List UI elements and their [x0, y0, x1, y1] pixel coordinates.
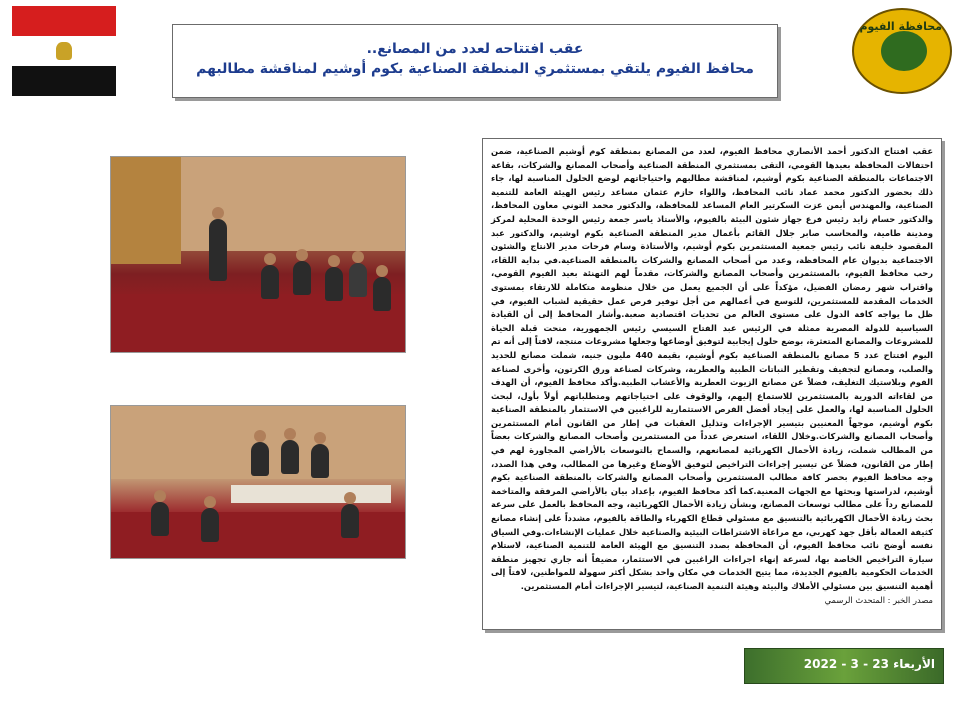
article-source: مصدر الخبر : المتحدث الرسمي [824, 594, 933, 605]
article-body: عقب افتتاح الدكتور أحمد الأنصاري محافظ الفيوم، لعدد من المصانع بمنطقة كوم أوشيم الصناعية، ضمن احتفالات المحافظة بعيدها القومي، التقى بمستثمري المنطقة الصناعية وأصحاب المصانع والشركات، بقاعة الاجتماعات بالمنطقة الصناعية بكوم أوشيم، لمناقشة مطالبهم واحتياجاتهم لوضع الحلول المناسبة لها، جاء ذلك بحضور الدكتور محمد عماد نائب المحافظ، واللواء حازم عثمان مساعد رئيس الهيئة العامة للتنمية الصناعية، والمهندس أيمن عزت السكرتير العام المساعد للمحافظة، والدكتور محمد التوني معاون المحافظ، والدكتور حسام زايد رئيس فرع جهاز شئون البيئة بالفيوم، والأستاذ ياسر جمعة رئيس الوحدة المحلية لمركز ومدينة طامية، والمحاسب صابر جلال القائم بأعمال مدير المنطقة الصناعية بكوم اوشيم، والدكتور عبد المقصود خليفة نائب رئيس جمعية المستثمرين بكوم أوشيم، والأستاذة وسام فرحات مدير الانتاج والشئون الاجتماعية بديوان عام المحافظة، وعدد من أصحاب المصانع والشركات بالمنطقة الصناعية.في بداية اللقاء، رحب محافظ الفيوم، بالمستثمرين وأصحاب المصانع والشركات، مقدماً لهم التهنئة بعيد الفيوم القومي، واقتراب شهر رمضان الفضيل، مؤكداً على أن الجميع يعمل من خلال منظومة متكاملة للارتقاء بمستوى الخدمات المقدمة للمستثمرين، للتوسع في أعمالهم من أجل توفير فرص عمل حقيقية لشباب الفيوم، في ظل ما يواجه كافة الدول على مستوى العالم من تحديات اقتصادية صعبة.وأشار المحافظ إلى أن القيادة السياسية للدولة المصرية ممثلة في الرئيس عبد الفتاح السيسي رئيس الجمهورية، منحت قبلة الحياة للمشروعات والمصانع المتعثرة، بوضع حلول إيجابية لتوفيق أوضاعها وجعلها مشروعات منتجة، لافتاً إلى أنه تم اليوم افتتاح عدد 5 مصانع بالمنطقة الصناعية بكوم أوشيم، بقيمة 440 مليون جنيه، شملت مصانع للحديد والصلب، ومصانع لتجفيف وتقطير النباتات الطبية والعطرية، وشركات لصناعة ورق الكرتون، وأخرى لصناعة الفوم وبلاستيك التغليف، فضلاً عن مصانع الزيوت العطرية والأعشاب الطبية.وأكد محافظ الفيوم، أن الهدف من لقاءاته الدورية بالمستثمرين للاستماع إليهم، والوقوف على احتياجاتهم ومتطلباتهم أولاً بأول، لبحث الحلول المناسبة لها، والعمل على إيجاد أفضل الفرص الاستثمارية للراغبين في الاستثمار بالمنطقة الصناعية بكوم أوشيم، موجهاً المعنيين بتيسير الإجراءات وتذليل العقبات في إطار من القانون أمام المستثمرين وأصحاب المصانع والشركات.وخلال اللقاء، استعرض عدداً من المستثمرين وأصحاب المصانع والشركات بعضاً من المطالب شملت، زيادة الأحمال الكهربائية لمصانعهم، والسماح بالتوسعات بالأراضي المجاورة لهم في إطار من القانون، فضلاً عن تيسير إجراءات التراخيص لتوفيق الأوضاع وغيرها من المطالب، وفي هذا الصدد، وجه محافظ الفيوم بحصر كافة مطالب المستثمرين وأصحاب المصانع والشركات بالمنطقة الصناعية بكوم أوشيم، لدراستها وبحثها مع الجهات المعنية.كما أكد محافظ الفيوم، بإعداد بيان بالأراضي المرفقة والمتاخمة للمصانع رداً على مطالب توسعات المصانع، وبشأن زيادة الأحمال الكهربائية، وجه المحافظ بالعمل على سرعة بحث زيادة الأحمال الكهربائية بالتنسيق مع مسئولي قطاع الكهرباء والطاقة بالفيوم، مشدداً على إنشاء مصانع كثيفة العمالة بأقل جهد كهربي، مع مراعاة الاشتراطات البيئية والصناعية خلال عمليات الإنشاءات.وفي السياق نفسه أوضح نائب محافظ الفيوم، أن المحافظة بصدد التنسيق مع الهيئة العامة للتنمية الصناعية، لاستلام سيارة التراخيص الخاصة بها، لسرعة إنهاء اجراءات الراغبين في الاستثمار، مضيفاً أنه جاري تجهيز منطقة الخدمات الحكومية بالفيوم الجديدة، مما يتيح الخدمات في مكان واحد بشكل أكثر سهولة للمواطنين، لافتاً إلى أهمية التنسيق بين مسئولي الأملاك والبيئة وهيئة التنمية الصناعية، لتيسير الإجراءات أمام المستثمرين. [491, 146, 933, 591]
logo-gear-icon [878, 28, 930, 74]
photo-person [373, 277, 391, 311]
flag-black-stripe [12, 66, 116, 96]
photo-person [281, 440, 299, 474]
date-text: الأربعاء 23 - 3 - 2022 [803, 657, 935, 671]
headline-line-2: محافظ الفيوم يلتقي بمستثمري المنطقة الصناعية بكوم أوشيم لمناقشة مطالبهم [196, 61, 754, 77]
photo-person [311, 444, 329, 478]
meeting-photo-2 [110, 405, 406, 559]
photo-person [261, 265, 279, 299]
logo-text: محافظة الفيوم [859, 20, 942, 33]
photo-seats [111, 294, 405, 353]
photo-curtain [111, 157, 181, 264]
headline-line-1: عقب افتتاحه لعدد من المصانع.. [366, 41, 584, 57]
date-banner [744, 648, 944, 684]
photo-person [251, 442, 269, 476]
photo-person [293, 261, 311, 295]
photo-person [349, 263, 367, 297]
eagle-icon [56, 42, 72, 60]
photo-person [341, 504, 359, 538]
meeting-photo-1 [110, 156, 406, 353]
flag-red-stripe [12, 6, 116, 36]
photo-head-table [231, 485, 391, 503]
article-text-box [482, 138, 942, 630]
governorate-logo [848, 2, 956, 98]
headline-box [172, 24, 778, 98]
photo-person-speaker [209, 219, 227, 281]
egypt-flag-image [12, 6, 116, 96]
photo-person [151, 502, 169, 536]
photo-person [201, 508, 219, 542]
photo-person [325, 267, 343, 301]
